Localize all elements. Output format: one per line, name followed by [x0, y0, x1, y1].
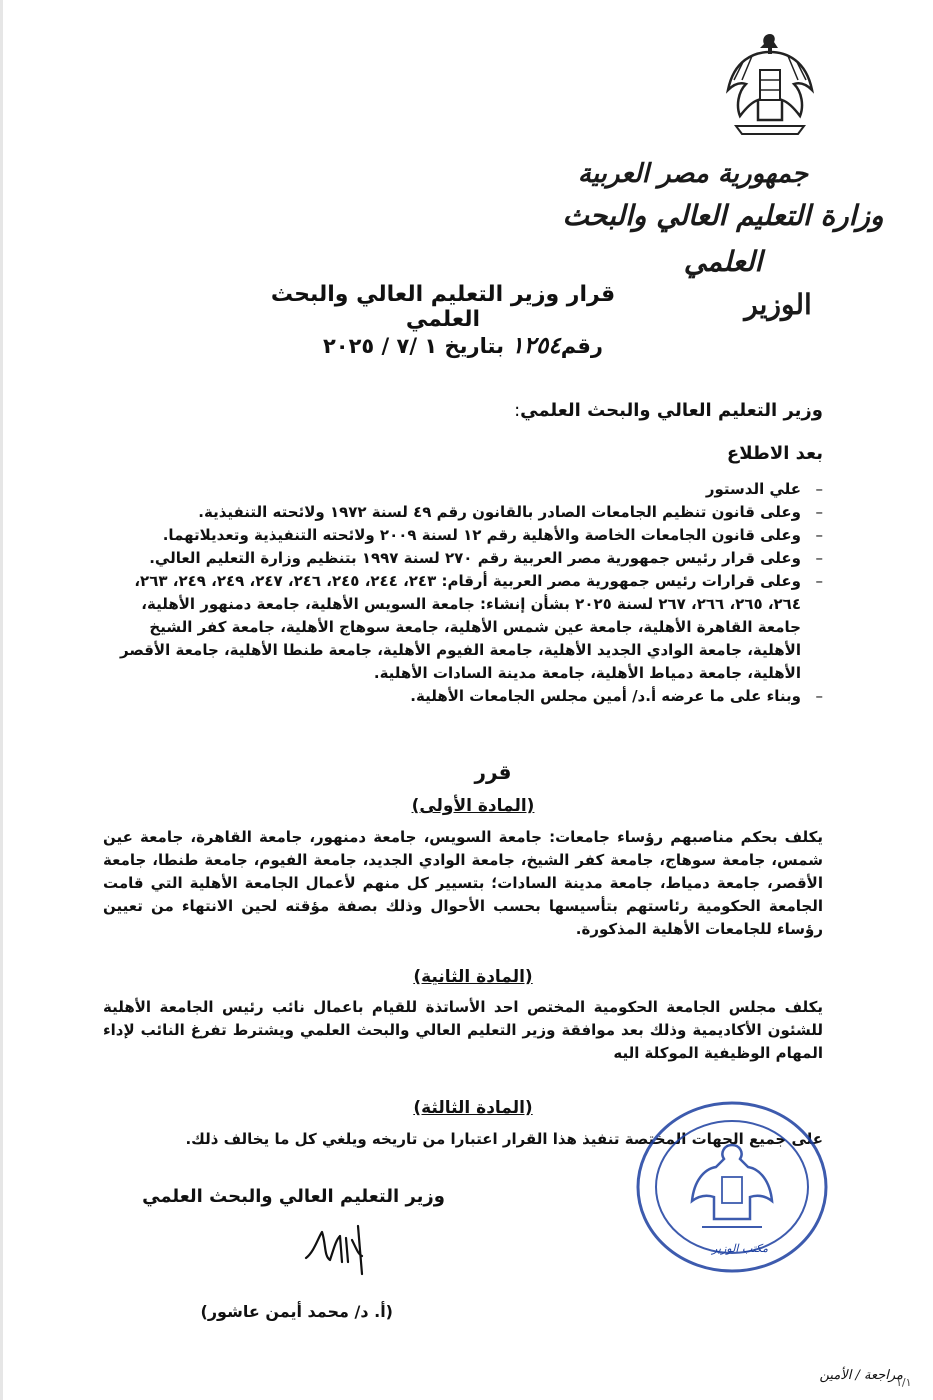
article-2-heading: (المادة الثانية)	[413, 967, 533, 987]
recital-text: وعلى قانون تنظيم الجامعات الصادر بالقانون رقم ٤٩ لسنة ١٩٧٢ ولائحته التنفيذية.	[198, 503, 801, 521]
signature-title: وزير التعليم العالي والبحث العلمي	[142, 1186, 445, 1207]
stamp-label: مكتب الوزير	[711, 1242, 769, 1255]
recital-item: – علي الدستور	[705, 480, 823, 498]
article-1-heading: (المادة الأولى)	[411, 796, 535, 816]
recital-item: – وعلى قرار رئيس جمهورية مصر العربية رقم ٢٧٠ لسنة ١٩٩٧ بتنظيم وزارة التعليم العالي.	[149, 549, 823, 567]
decision-title: قرار وزير التعليم العالي والبحث العلمي	[270, 282, 616, 332]
footer-initials: مراجعة / الأمين	[819, 1368, 903, 1383]
article-2-body: يكلف مجلس الجامعة الحكومية المختص احد الأساتذة للقيام باعمال نائب رئيس الجامعة الأهلية للشئون الأكاديمية وذلك بعد موافقة وزير التعليم العالي والبحث العلمي ويشترط تفرغ النائب لإداء المهام الوظيفية الموكلة اليه	[103, 998, 823, 1062]
date-prefix: بتاريخ	[444, 334, 504, 358]
addressee	[103, 400, 823, 421]
decision-date: ١ /٧ / ٢٠٢٥	[322, 334, 438, 358]
recital-item: – وعلى قرارات رئيس جمهورية مصر العربية أرقام: ٢٤٣، ٢٤٤، ٢٤٥، ٢٤٦، ٢٤٧، ٢٤٩، ٢٤٩، ٢٦٣، ٢٦٤، ٢٦٥، ٢٦٦، ٢٦٧ لسنة ٢٠٢٥ بشأن إنشاء: جامعة السويس الأهلية، جامعة دمنهور الأهلية، جامعة القاهرة الأهلية، جامعة عين شمس الأهلية، جامعة سوهاج الأهلية، جامعة كفر الشيخ الأهلية، جامعة الوادي الجديد الأهلية، جامعة الفيوم الأهلية، جامعة طنطا الأهلية، جامعة الأقصر الأهلية، جامعة دمياط الأهلية، جامعة مدينة السادات الأهلية.	[120, 572, 823, 682]
signature-icon	[300, 1218, 380, 1278]
ministry-name: وزارة التعليم العالي والبحث العلمي	[562, 199, 884, 278]
recital-text: وعلى قرار رئيس جمهورية مصر العربية رقم ٢٧٠ لسنة ١٩٩٧ بتنظيم وزارة التعليم العالي.	[149, 549, 801, 567]
recital-text: وبناء على ما عرضه أ.د/ أمين مجلس الجامعات الأهلية.	[410, 687, 801, 705]
recital-text: وعلى قانون الجامعات الخاصة والأهلية رقم ١٢ لسنة ٢٠٠٩ ولائحته التنفيذية وتعديلاتهما.	[162, 526, 801, 544]
decision-number-line	[323, 332, 603, 359]
minister-label: الوزير	[744, 288, 812, 321]
article-3-heading: (المادة الثالثة)	[413, 1098, 533, 1118]
recital-text: علي الدستور	[705, 480, 801, 498]
handwritten-signature	[300, 1218, 380, 1278]
recital-item: – وبناء على ما عرضه أ.د/ أمين مجلس الجامعات الأهلية.	[410, 687, 823, 705]
recitals-list	[103, 478, 823, 708]
addressee-text: وزير التعليم العالي والبحث العلمي	[520, 400, 823, 421]
recital-item: – وعلى قانون تنظيم الجامعات الصادر بالقانون رقم ٤٩ لسنة ١٩٧٢ ولائحته التنفيذية.	[198, 503, 823, 521]
recital-item: – وعلى قانون الجامعات الخاصة والأهلية رقم ١٢ لسنة ٢٠٠٩ ولائحته التنفيذية وتعديلاتهما.	[162, 526, 823, 544]
decides-heading: قرر	[474, 760, 512, 784]
article-1-body: يكلف بحكم مناصبهم رؤساء جامعات: جامعة السويس، جامعة دمنهور، جامعة القاهرة، جامعة عين شمس، جامعة سوهاج، جامعة كفر الشيخ، جامعة الوادي الجديد، جامعة الفيوم، جامعة طنطا، جامعة الأقصر، جامعة دمياط، جامعة مدينة السادات؛ بتسيير كل منهم لأعمال الجامعة الأهلية التي قامت الجامعة الحكومية رئاستهم بتأسيسها بحسب الأحوال وذلك بصفة مؤقته لحين الانتهاء من تعيين رؤساء للجامعات الأهلية المذكورة.	[103, 828, 823, 938]
signer-name: (أ. د/ محمد أيمن عاشور)	[200, 1302, 393, 1321]
decision-number: ١٢٥٤	[511, 332, 561, 359]
recital-text: وعلى قرارات رئيس جمهورية مصر العربية أرقام: ٢٤٣، ٢٤٤، ٢٤٥، ٢٤٦، ٢٤٧، ٢٤٩، ٢٤٩، ٢٦٣، ٢٦٤، ٢٦٥، ٢٦٦، ٢٦٧ لسنة ٢٠٢٥ بشأن إنشاء: جامعة السويس الأهلية، جامعة دمنهور الأهلية، جامعة القاهرة الأهلية، جامعة عين شمس الأهلية، جامعة سوهاج الأهلية، جامعة كفر الشيخ الأهلية، جامعة الوادي الجديد الأهلية، جامعة الفيوم الأهلية، جامعة طنطا الأهلية، جامعة الأقصر الأهلية، جامعة دمياط الأهلية، جامعة مدينة السادات الأهلية.	[120, 572, 801, 682]
addressee-punct: :	[514, 400, 521, 421]
after-review-heading: بعد الاطلاع	[726, 443, 823, 464]
number-prefix: رقم	[560, 334, 603, 358]
page-number: ١/١	[896, 1376, 912, 1389]
republic-name: جمهورية مصر العربية	[577, 159, 809, 189]
eagle-emblem	[724, 30, 816, 140]
eagle-emblem-icon	[724, 30, 816, 140]
article-3-body: على جميع الجهات المختصة تنفيذ هذا القرار اعتبارا من تاريخه ويلغي كل ما يخالف ذلك.	[185, 1130, 823, 1148]
